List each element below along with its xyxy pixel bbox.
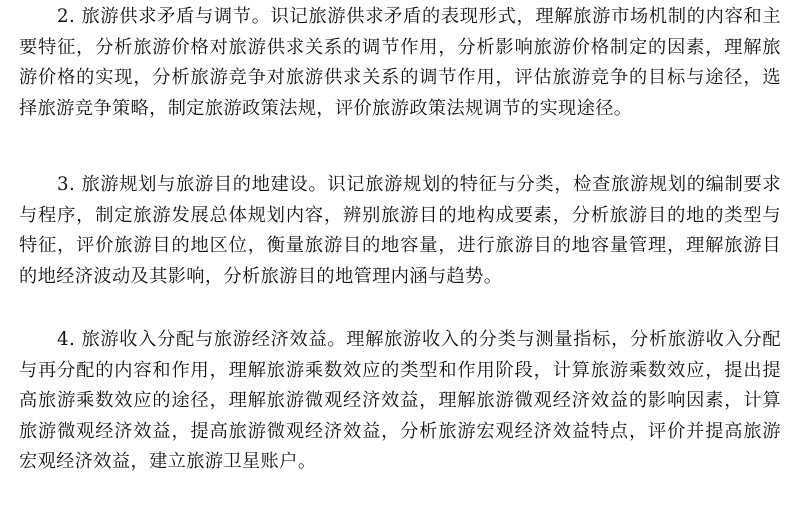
paragraph-text: 旅游收入分配与旅游经济效益。理解旅游收入的分类与测量指标，分析旅游收入分配与再分配的内容和作用，理解旅游乘数效应的类型和作用阶段，计算旅游乘数效应，提出提高旅游乘数效应的途径，理解旅游微观经济效益，理解旅游微观经济效益的影响因素，计算旅游微观经济效益，提高旅游微观经济效益，分析旅游宏观经济效益特点，评价并提高旅游宏观经济效益，建立旅游卫星账户。 [19, 329, 781, 473]
paragraph-text: 旅游供求矛盾与调节。识记旅游供求矛盾的表现形式，理解旅游市场机制的内容和主要特征，分析旅游价格对旅游供求关系的调节作用，分析影响旅游价格制定的因素，理解旅游价格的实现，分析旅游竞争对旅游供求关系的调节作用，评估旅游竞争的目标与途径，选择旅游竞争策略，制定旅游政策法规，评价旅游政策法规调节的实现途径。 [19, 6, 781, 119]
paragraph-4 [19, 325, 781, 478]
paragraph-text: 旅游规划与旅游目的地建设。识记旅游规划的特征与分类，检查旅游规划的编制要求与程序，制定旅游发展总体规划内容，辨别旅游目的地构成要素，分析旅游目的地的类型与特征，评价旅游目的地区位，衡量旅游目的地容量，进行旅游目的地容量管理，理解旅游目的地经济波动及其影响，分析旅游目的地管理内涵与趋势。 [19, 174, 781, 287]
paragraph-2 [19, 2, 781, 124]
paragraph-3 [19, 170, 781, 292]
paragraph-number: 3. [57, 174, 76, 195]
paragraph-number: 4. [57, 329, 76, 350]
paragraph-number: 2. [57, 6, 76, 27]
